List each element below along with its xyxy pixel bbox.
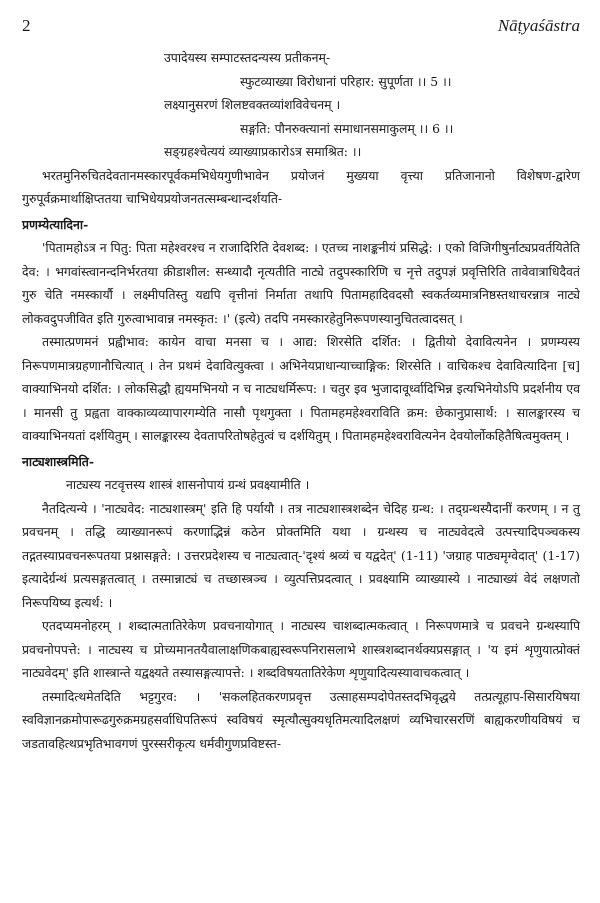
verse-line: सङ्ग्रहश्चेत्ययं व्याख्याप्रकारोऽत्र समाश्रित: ।। — [164, 144, 362, 159]
page-number: 2 — [22, 16, 31, 35]
definition-line: नाट्यस्य नटवृत्तस्य शास्त्रं शासनोपायं ग्रन्थं प्रवक्ष्यामीति । — [66, 477, 310, 492]
page-header — [22, 14, 580, 40]
body-paragraph: नैतदित्यन्ये । 'नाट्यवेद: नाट्यशास्त्रम्' इति हि पर्यायौ । तत्र नाट्यशास्त्रशब्देन चेदिह ग्रन्थ: । तद्ग्रन्थस्यैदानीं करणम् । न तु प्रवचनम् । तद्धि व्याख्यानरूपं करणाद्भिन्नं कठेन प्रोक्तमिति यथा । ग्रन्थस्य च नाट्यवेदत्वे उत्पत्त्यादिपञ्चकस्य तद्गतस्याप्रवचनरूपतया प्रश्नासङ्गते: । उत्तरप्रदेशस्य च नाट्यत्वात्-'दृश्यं श्रव्यं च यद्वदेत्' (1-11) 'जग्राह पाठ्यमृग्वेदात्' (1-17) इत्यादेर्ग्रन्थं प्रत्यसङ्गतत्वात् । तस्मान्नाट्यं च तच्छास्त्रञ्च । व्युत्पत्तिप्रदत्वात् । प्रवक्ष्यामि व्याख्यास्ये । नाट्याख्यं वेदं लक्षणतो निरूपयिष्य इत्यर्थ: । — [22, 500, 580, 610]
running-title: Nāṭyaśāstra — [497, 16, 580, 35]
body-paragraph: तस्मात्प्रणमनं प्रह्वीभाव: कायेन वाचा मनसा च । आद्य: शिरसेति दर्शित: । द्वितीयो देवावित्यनेन । प्रणम्यस्य निरूपणमात्रग्रहणानौचित्यात् । तेन प्रथमं देवावित्युक्त्वा । अभिनेयप्राधान्याच्चाङ्गिक: शिरसेति । वाचिकश्च देवावित्यादिना [च] वाक्याभिनयो दर्शित: । लोकसिद्धौ ह्ययमभिनयो न च नाट्यधर्मिरूप: । चतुर इव भुजादावूर्ध्वादिभिन्न इत्यभिनेयोऽपि प्रदर्शनीय एव । मानसी तु प्रह्वता वाक्काव्यव्यापारगम्येति नासौ पृथगुक्ता । पितामहमहेश्वराविति क्रम: छेकानुप्रासार्थ: । सालङ्कारस्य च वाक्याभिनयतां दर्शयितुम् । सालङ्कारस्य देवतापरितोषहेतुत्वं च दर्शयितुम् । पितामहमहेश्वरावित्यनेन देवयोर्लोकहितैषित्वमुक्तम् । — [22, 334, 580, 443]
verse-line: उपादेयस्य सम्पाटस्तदन्यस्य प्रतीकनम्- — [164, 50, 331, 65]
body-paragraph: एतदप्यमनोहरम् । शब्दात्मतातिरेकेण प्रवचनायोगात् । नाट्यस्य चाशब्दात्मकत्वात् । निरूपणमात्रे च प्रवचने ग्रन्थस्यापि प्रवचनोपपत्ते: । नाट्यस्य च प्रोच्यमानतयैवालाक्षणिकबाह्यस्वरूपनिरासलाभे शास्त्रशब्दानर्थक्यप्रसङ्गात् । 'य इमं शृणुयात्प्रोक्तं नाट्यवेदम्' इति शास्त्रान्ते यद्वक्ष्यते तस्यासङ्गत्यापत्ते: । शब्दविषयतातिरेकेण शृणुयादित्यस्यावाचकत्वात् । — [22, 618, 580, 680]
body-paragraph: तस्मादित्थमेतदिति भट्टगुरव: । 'सकलहितकरणप्रवृत्त उत्साहसम्पदोपेतस्तदभिवृद्धये तत्प्रत्यूहाप-सिसारयिषया स्वविज्ञानक्रमोपारूढगुरुक्रमग्रहसर्वाधिपतिरूपं स्वविषयं स्मृत्यौत्सुक्यधृतिमत्यादिलक्षणं व्यभिचारसरणिं बाह्यकरणीयविषयं च जडतावहित्थप्रभृतिभावगणं पुरस्सरीकृत्य धर्मवीगुणप्रविष्टस्त- — [22, 688, 580, 751]
verse-line: सङ्गति: पौनरुक्त्यानां समाधानसमाकुलम् ।। 6 ।। — [240, 120, 454, 136]
verse-block — [22, 46, 580, 164]
intro-paragraph: भरतमुनिरुचितदेवतानमस्कारपूर्वकमभिधेयगुणीभावेन प्रयोजनं मुख्यया वृत्त्या प्रतिजानानो विशेषण-द्वारेण गुरुपूर्वक्रमार्थाक्षिप्ततया चाभिधेयप्रयोजनतत्सम्बन्धान्दर्शयति- — [22, 167, 580, 206]
body-paragraph: 'पितामहोऽत्र न पितु: पिता महेश्वरश्च न राजादिरिति देवशब्द: । एतच्च नाशङ्कनीयं प्रसिद्धे: । एको विजिगीषुर्नाट्यप्रवर्तयितेति देव: । भगवांस्त्वानन्दनिर्भरतया क्रीडाशील: सन्ध्यादौ नृत्यतीति नाट्ये तदुपस्कारिणि च नृत्ते तदुपज्ञं प्रवृत्तिरिति तावेवात्राधिदैवतं गुरु चेति नमस्कार्यौ । लक्ष्मीपतिस्तु यद्यपि वृत्तीनां निर्माता तथापि पितामहादिवदसौ स्वकर्तव्यमात्रनिष्ठस्तथाचरन्नात्र नाट्ये लोकवदुपजीवित इति गुरुत्वाभावान्न नमस्कृत: ।' (इत्ये) तदपि नमस्कारहेतुनिरूपणस्यानुचितत्वादसत् । — [22, 240, 580, 326]
section-heading: प्रणम्येत्यादिना- — [22, 216, 89, 232]
verse-line: लक्ष्यानुसरणं शिलष्टवक्तव्यांशविवेचनम् । — [164, 97, 341, 112]
verse-line: स्फुटव्याख्या विरोधानां परिहार: सुपूर्णता ।। 5 ।। — [240, 73, 452, 89]
section-heading: नाट्यशास्त्रमिति- — [22, 453, 94, 469]
